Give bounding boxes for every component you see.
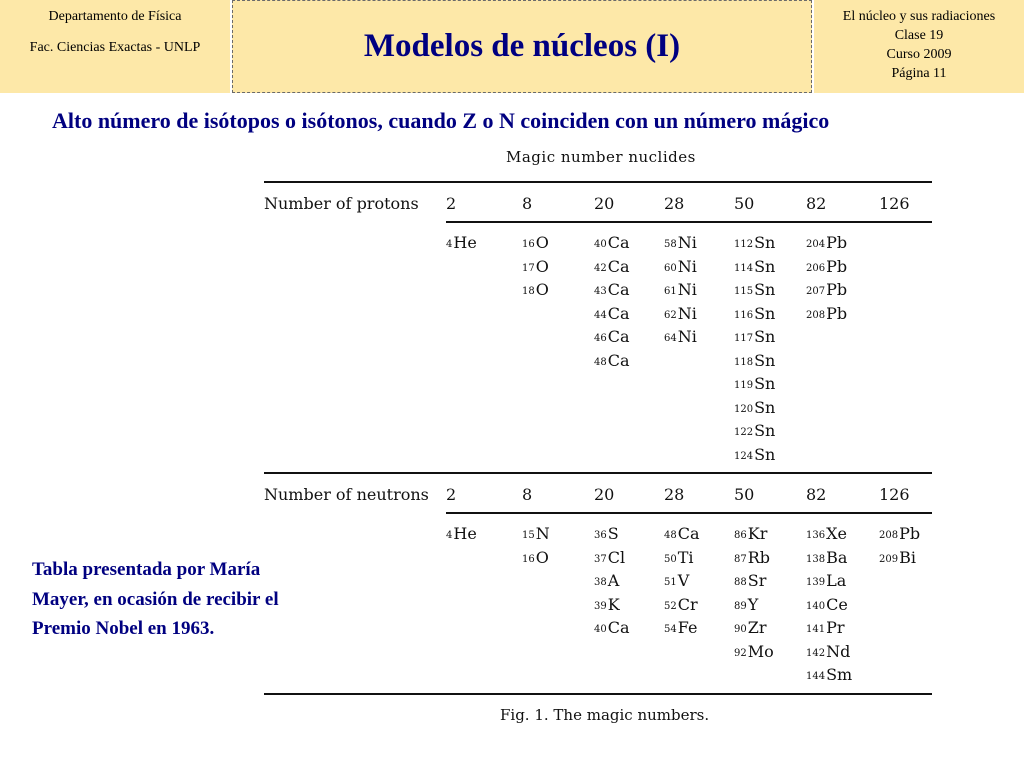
neutrons-row-label: Number of neutrons — [264, 485, 429, 504]
nuclide: $^{39}$K — [594, 594, 620, 614]
slide-title: Modelos de núcleos (I) — [363, 28, 681, 64]
neutron-magic-20: 20 — [594, 485, 615, 504]
nuclide: $^{87}$Rb — [734, 547, 771, 567]
table-rule — [446, 512, 932, 514]
nuclide: $^{40}$Ca — [594, 618, 630, 637]
neutron-magic-8: 8 — [522, 485, 533, 504]
nuclide: $^{138}$Ba — [806, 547, 848, 567]
nuclide: $^{139}$La — [806, 571, 847, 590]
proton-column-2 — [446, 231, 477, 255]
faculty-name: Fac. Ciencias Exactas - UNLP — [29, 40, 201, 55]
proton-column-8 — [522, 231, 549, 302]
nuclide: $^{38}$A — [594, 571, 620, 590]
nuclide: $^{15}$N — [522, 524, 550, 543]
nuclide: $^{116}$Sn — [734, 303, 776, 323]
magic-number-table — [264, 145, 934, 745]
nuclide: $^{48}$Ca — [664, 524, 700, 543]
proton-magic-20: 20 — [594, 194, 615, 213]
nuclide: $^{60}$Ni — [664, 256, 697, 276]
proton-magic-50: 50 — [734, 194, 755, 213]
nuclide: $^{115}$Sn — [734, 280, 776, 299]
department-name: Departamento de Física — [48, 9, 182, 24]
nuclide: $^{44}$Ca — [594, 303, 630, 323]
nuclide: $^{89}$Y — [734, 594, 759, 614]
slide-title-box — [232, 0, 812, 93]
intro-text: Alto número de isótopos o isótonos, cuando Z o N coinciden con un número mágico — [52, 108, 830, 133]
nuclide: $^{16}$O — [522, 233, 549, 252]
proton-magic-8: 8 — [522, 194, 533, 213]
neutron-column-8 — [522, 522, 550, 569]
nuclide: $^{92}$Mo — [734, 641, 774, 661]
nuclide: $^{120}$Sn — [734, 397, 776, 417]
nuclide: $^{36}$S — [594, 524, 619, 543]
neutron-magic-28: 28 — [664, 485, 685, 504]
nuclide: $^{209}$Bi — [879, 547, 916, 567]
neutron-column-2 — [446, 522, 477, 546]
proton-magic-82: 82 — [806, 194, 827, 213]
table-rule — [264, 472, 932, 474]
proton-magic-2: 2 — [446, 194, 457, 213]
neutron-column-50 — [734, 522, 774, 663]
nuclide: $^{144}$Sm — [806, 665, 853, 684]
nuclide: $^{140}$Ce — [806, 594, 848, 614]
nuclide: $^{50}$Ti — [664, 547, 694, 567]
nuclide: $^{40}$Ca — [594, 233, 630, 252]
nuclide: $^{62}$Ni — [664, 303, 697, 323]
nuclide: $^{142}$Nd — [806, 641, 851, 661]
nuclide: $^{86}$Kr — [734, 524, 768, 543]
nuclide: $^{90}$Zr — [734, 618, 767, 637]
nuclide: $^{204}$Pb — [806, 233, 848, 252]
proton-magic-28: 28 — [664, 194, 685, 213]
nuclide: $^{208}$Pb — [806, 303, 848, 323]
course-info — [814, 0, 1024, 93]
protons-row-label: Number of protons — [264, 194, 419, 213]
nuclide: $^{114}$Sn — [734, 256, 776, 276]
nuclide: $^{17}$O — [522, 256, 549, 276]
nuclide: $^{64}$Ni — [664, 327, 697, 346]
neutron-column-28 — [664, 522, 700, 640]
nuclide: $^{61}$Ni — [664, 280, 697, 299]
table-rule — [264, 181, 932, 183]
side-note: Tabla presentada por María Mayer, en ocasión de recibir el Premio Nobel en 1963. — [32, 559, 279, 639]
nuclide: $^{119}$Sn — [734, 374, 776, 393]
nuclide: $^{16}$O — [522, 547, 549, 567]
table-rule — [264, 693, 932, 695]
proton-column-50 — [734, 231, 775, 466]
nuclide: $^{206}$Pb — [806, 256, 848, 276]
nuclide: $^{54}$Fe — [664, 618, 698, 637]
neutron-magic-2: 2 — [446, 485, 457, 504]
nuclide: $^4$He — [446, 524, 477, 543]
nuclide: $^{118}$Sn — [734, 350, 776, 370]
nuclide: $^{207}$Pb — [806, 280, 848, 299]
nuclide: $^{37}$Cl — [594, 547, 626, 567]
course-year: Curso 2009 — [886, 47, 952, 62]
nuclide: $^{46}$Ca — [594, 327, 630, 346]
nuclide: $^{112}$Sn — [734, 233, 776, 252]
nuclide: $^{58}$Ni — [664, 233, 697, 252]
nuclide: $^{88}$Sr — [734, 571, 767, 590]
course-name: El núcleo y sus radiaciones — [842, 9, 996, 24]
proton-column-20 — [594, 231, 630, 372]
nuclide: $^{43}$Ca — [594, 280, 630, 299]
nuclide: $^{52}$Cr — [664, 594, 698, 614]
nuclide: $^{122}$Sn — [734, 421, 776, 440]
nuclide: $^{18}$O — [522, 280, 549, 299]
neutron-magic-50: 50 — [734, 485, 755, 504]
table-title: Magic number nuclides — [506, 148, 696, 166]
nuclide: $^{208}$Pb — [879, 524, 921, 543]
neutron-magic-82: 82 — [806, 485, 827, 504]
proton-magic-126: 126 — [879, 194, 910, 213]
nuclide: $^{48}$Ca — [594, 350, 630, 370]
proton-column-28 — [664, 231, 697, 349]
table-rule — [446, 221, 932, 223]
neutron-column-126 — [879, 522, 920, 569]
nuclide: $^{117}$Sn — [734, 327, 776, 346]
nuclide: $^4$He — [446, 233, 477, 252]
department-header — [0, 0, 230, 93]
nuclide: $^{141}$Pr — [806, 618, 845, 637]
nuclide: $^{124}$Sn — [734, 444, 776, 464]
neutron-column-82 — [806, 522, 852, 687]
class-number: Clase 19 — [894, 28, 944, 43]
nuclide: $^{51}$V — [664, 571, 690, 590]
page-number: Página 11 — [891, 66, 947, 81]
proton-column-82 — [806, 231, 847, 325]
figure-caption: Fig. 1. The magic numbers. — [500, 706, 710, 724]
neutron-magic-126: 126 — [879, 485, 910, 504]
neutron-column-20 — [594, 522, 630, 640]
nuclide: $^{136}$Xe — [806, 524, 847, 543]
nuclide: $^{42}$Ca — [594, 256, 630, 276]
